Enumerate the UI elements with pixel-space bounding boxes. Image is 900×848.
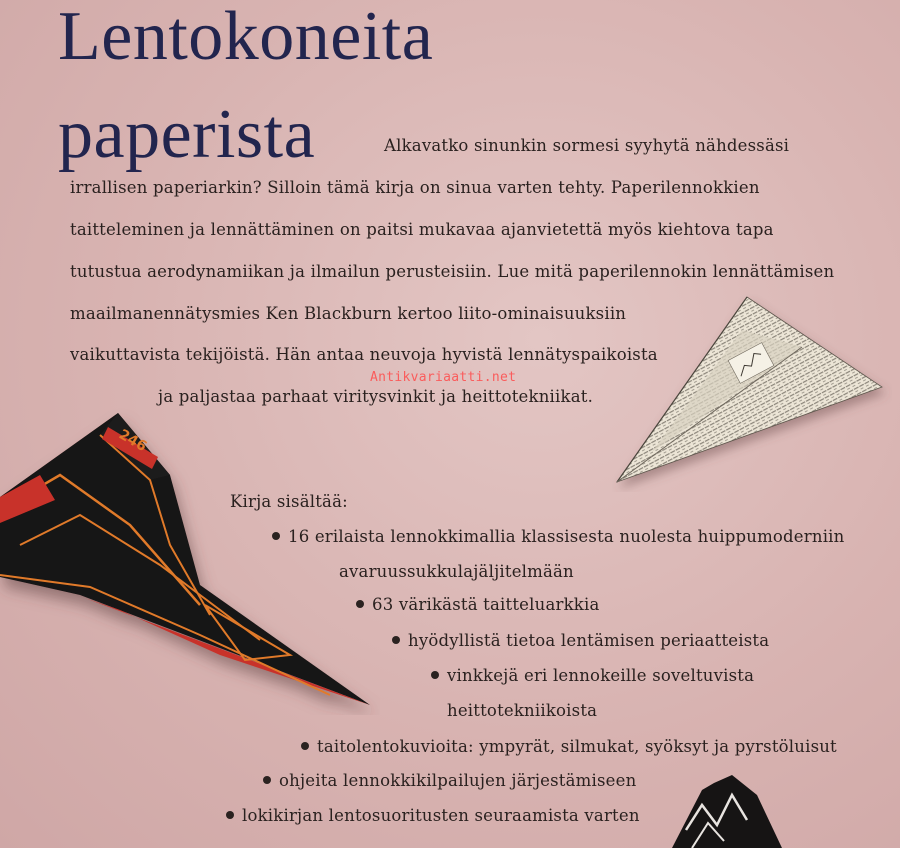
- intro-line: ja paljastaa parhaat viritysvinkit ja heittotekniikat.: [158, 387, 594, 406]
- intro-line: tutustua aerodynamiikan ja ilmailun perusteisiin. Lue mitä paperilennokin lennättämisen: [70, 262, 835, 281]
- bullet-icon: [226, 811, 234, 819]
- plane-number: 246: [116, 426, 150, 456]
- title-line-2: paperista: [58, 96, 316, 173]
- watermark: Antikvariaatti.net: [370, 370, 517, 385]
- title-line-1: Lentokoneita: [58, 0, 434, 75]
- intro-line: vaikuttavista tekijöistä. Hän antaa neuvoja hyvistä lennätyspaikoista: [70, 345, 658, 364]
- newspaper-plane-image: [612, 292, 892, 492]
- intro-line: maailmanennätysmies Ken Blackburn kertoo liito-ominaisuuksiin: [70, 304, 627, 323]
- intro-line: taitteleminen ja lennättäminen on paitsi mukavaa ajanvietettä myös kiehtova tapa: [70, 220, 774, 239]
- list-item: hyödyllistä tietoa lentämisen periaatteista: [392, 631, 769, 650]
- list-item: lokikirjan lentosuoritusten seuraamista varten: [226, 806, 640, 825]
- list-item-continuation: heittotekniikoista: [447, 701, 598, 720]
- black-plane-image: [0, 405, 380, 715]
- bullet-icon: [263, 776, 271, 784]
- list-item: ohjeita lennokkikilpailujen järjestämiseen: [263, 771, 636, 790]
- bullet-icon: [356, 600, 364, 608]
- intro-line: Alkavatko sinunkin sormesi syyhytä nähdessäsi: [384, 136, 790, 155]
- bullet-icon: [272, 532, 280, 540]
- list-item: 63 värikästä taitteluarkkia: [356, 595, 600, 614]
- black-plane-corner-image: [672, 775, 782, 848]
- list-item-continuation: avaruussukkulajäljitelmään: [339, 562, 574, 581]
- bullet-icon: [301, 742, 309, 750]
- intro-line: irrallisen paperiarkin? Silloin tämä kirja on sinua varten tehty. Paperilennokkien: [70, 178, 760, 197]
- contents-heading: Kirja sisältää:: [230, 492, 348, 511]
- list-item: taitolentokuvioita: ympyrät, silmukat, syöksyt ja pyrstöluisut: [301, 737, 837, 756]
- bullet-icon: [431, 671, 439, 679]
- list-item: vinkkejä eri lennokeille soveltuvista: [431, 666, 754, 685]
- bullet-icon: [392, 636, 400, 644]
- list-item: 16 erilaista lennokkimallia klassisesta nuolesta huippumoderniin: [272, 527, 844, 546]
